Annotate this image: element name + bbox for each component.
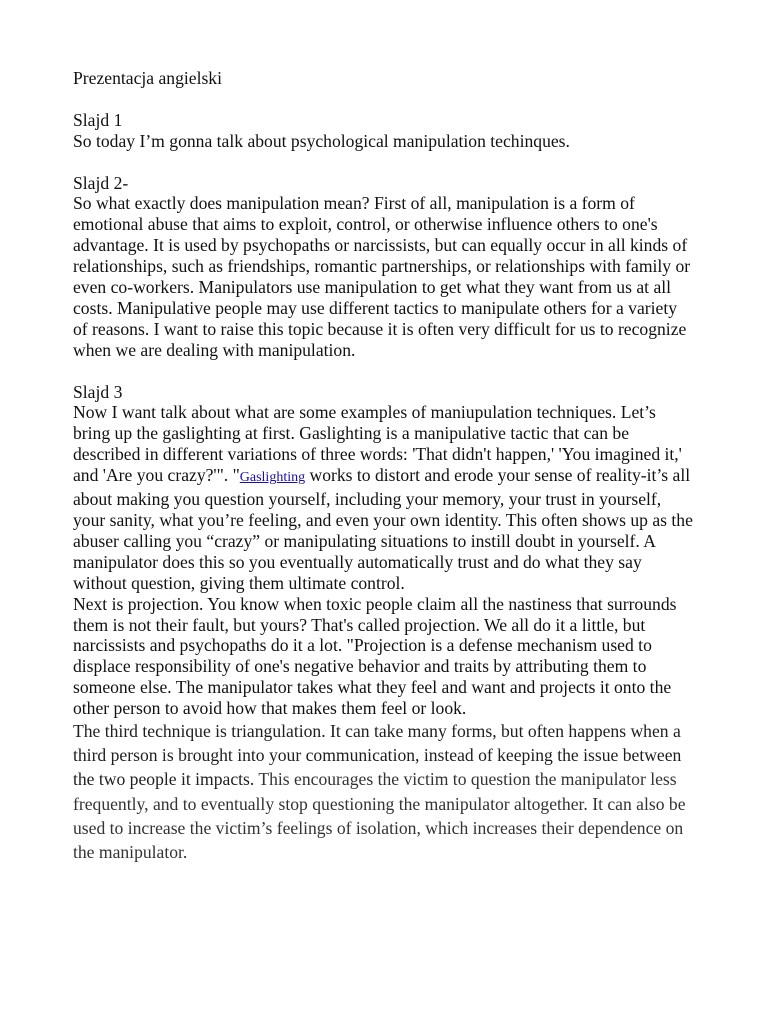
slide-3-gaslighting-paragraph	[73, 402, 695, 593]
slide-3-triangulation-paragraph	[73, 719, 695, 864]
slide-2-text: So what exactly does manipulation mean? First of all, manipulation is a form of emotional abuse that aims to exploit, control, or otherwise influence others to one's advantage. It is used by psychopaths or narcissists, but can equally occur in all kinds of relationships, such as friendships, romantic partnerships, or relationships with family or even co-workers. Manipulators use manipulation to get what they want from us at all costs. Manipulative people may use different tactics to manipulate others for a variety of reasons. I want to raise this topic because it is often very difficult for us to recognize when we are dealing with manipulation.	[73, 193, 691, 360]
slide-3-heading: Slajd 3	[73, 381, 123, 402]
triangulation-text-part-2: This encourages the victim to question the manipulator less frequently, and to eventually stop questioning the manipulator altogether. It can also be used to increase the victim’s feelings of isolation, which increases their dependence on the manipulator.	[73, 769, 686, 863]
slide-1-text: So today I’m gonna talk about psychological manipulation techinques.	[73, 130, 570, 151]
document-page	[73, 68, 695, 864]
slide-2-heading: Slajd 2-	[73, 172, 129, 193]
slide-1-heading: Slajd 1	[73, 109, 123, 130]
gaslighting-link[interactable]: Gaslighting	[239, 470, 306, 486]
gaslighting-text-after-link: works to distort and erode your sense of reality-it’s all about making you question yourself, including your memory, your trust in yourself, your sanity, what you’re feeling, and even your own identity. This often shows up as the abuser calling you “crazy” or manipulating situations to instill doubt in yourself. A manipulator does this so you eventually automatically trust and do what they say without question, giving them ultimate control.	[73, 465, 693, 593]
gaslighting-text-before-link: Now I want talk about what are some examples of maniupulation techniques. Let’s bring up the gaslighting at first. Gaslighting is a manipulative tactic that can be described in different variations of three words: 'That didn't happen,' 'You imagined it,' and 'Are you crazy?'". "	[73, 402, 682, 486]
triangulation-text-part-1: The third technique is triangulation. It can take many forms, but often happens when a third person is brought into your communication, instead of keeping the issue between the two people it impacts.	[73, 721, 682, 790]
slide-3-projection-paragraph: Next is projection. You know when toxic people claim all the nastiness that surrounds them is not their fault, but yours? That's called projection. We all do it a little, but narcissists and psychopaths do it a lot. "Projection is a defense mechanism used to displace responsibility of one's negative behavior and traits by attributing them to someone else. The manipulator takes what they feel and want and projects it onto the other person to avoid how that makes them feel or look.	[73, 593, 677, 719]
document-title: Prezentacja angielski	[73, 68, 222, 88]
